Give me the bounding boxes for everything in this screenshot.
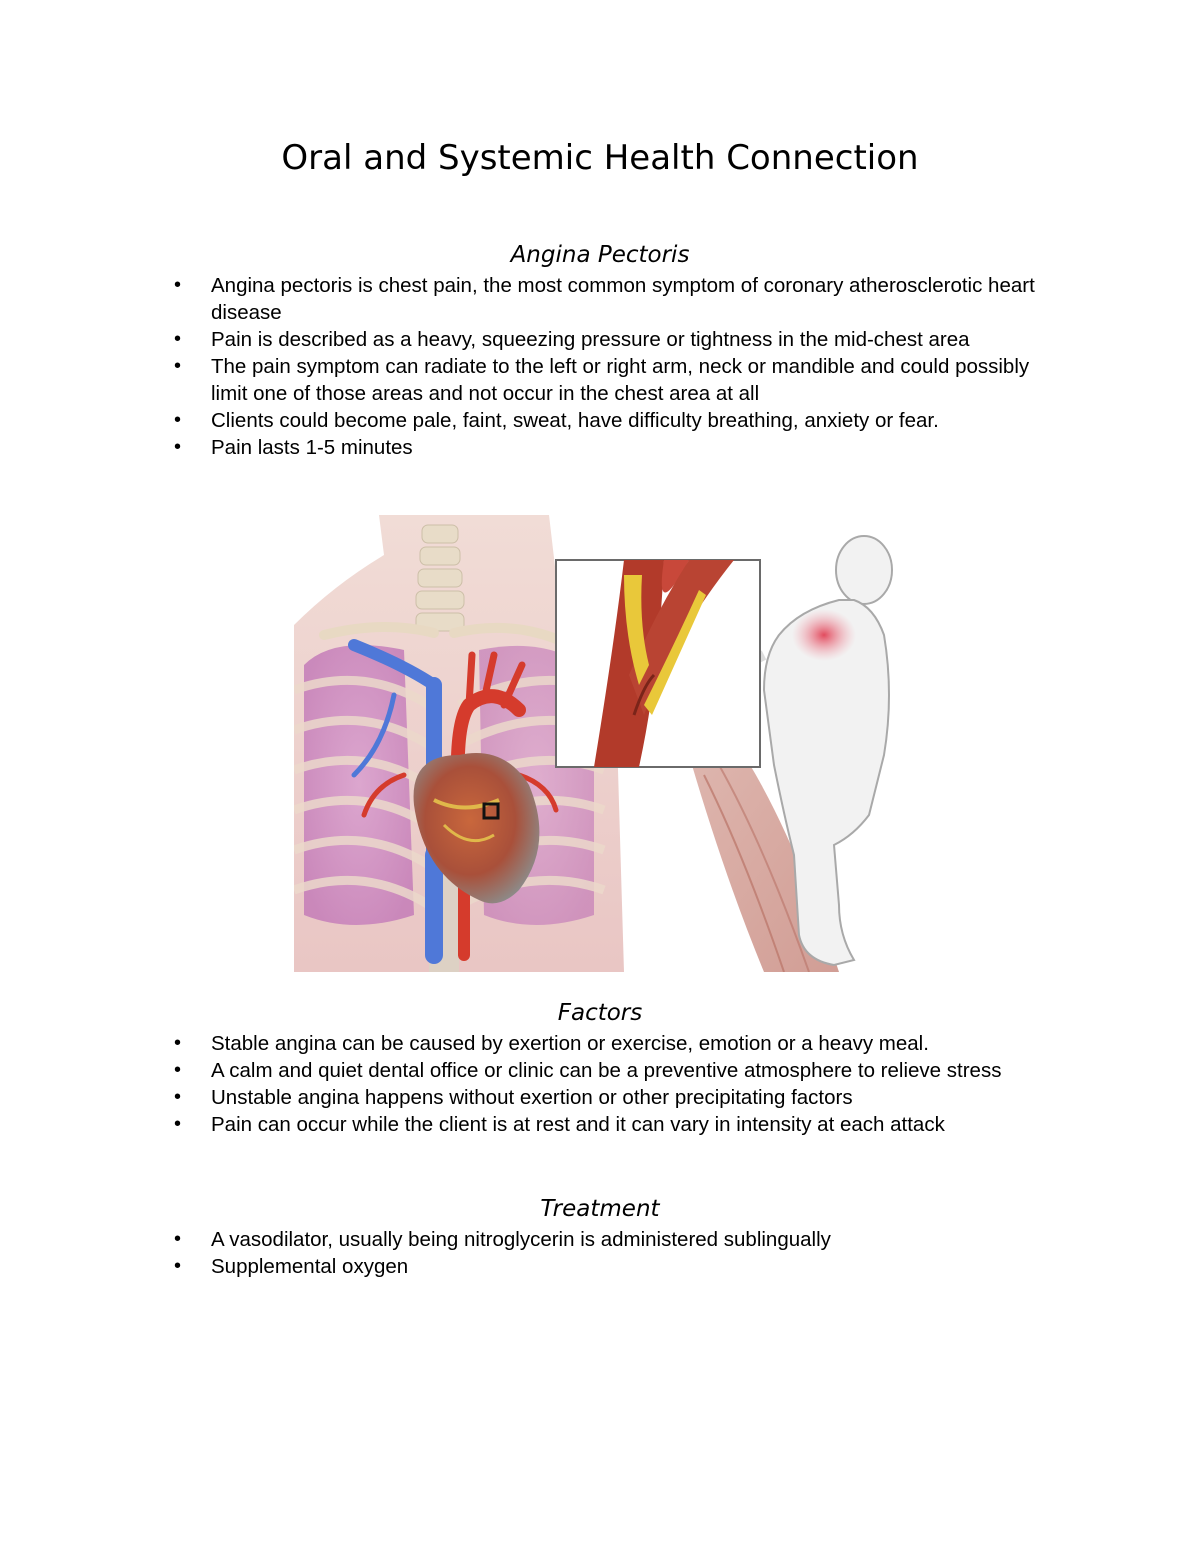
spine-shape bbox=[416, 525, 464, 631]
list-item: • A vasodilator, usually being nitroglycerin is administered sublingually bbox=[0, 1226, 1200, 1253]
factors-list bbox=[0, 1030, 1200, 1138]
list-item: • Pain can occur while the client is at rest and it can vary in intensity at each attack bbox=[0, 1111, 1200, 1138]
angina-illustration bbox=[294, 515, 894, 972]
angina-pectoris-list bbox=[0, 272, 1200, 461]
section-heading-angina-pectoris: Angina Pectoris bbox=[510, 242, 690, 268]
page-title: Oral and Systemic Health Connection bbox=[281, 138, 919, 178]
list-item: • A calm and quiet dental office or clinic can be a preventive atmosphere to relieve stress bbox=[0, 1057, 1200, 1084]
pain-glow-shape bbox=[792, 609, 856, 661]
list-item: • Stable angina can be caused by exertion or exercise, emotion or a heavy meal. bbox=[0, 1030, 1200, 1057]
list-item: • Pain lasts 1-5 minutes bbox=[0, 434, 1200, 461]
list-item: • The pain symptom can radiate to the left or right arm, neck or mandible and could possibly limit one of those areas and not occur in the chest area at all bbox=[0, 353, 1200, 407]
list-item: • Angina pectoris is chest pain, the most common symptom of coronary atherosclerotic heart disease bbox=[0, 272, 1200, 326]
treatment-list bbox=[0, 1226, 1200, 1280]
list-item: • Unstable angina happens without exertion or other precipitating factors bbox=[0, 1084, 1200, 1111]
section-heading-factors: Factors bbox=[557, 1000, 643, 1026]
section-heading-treatment: Treatment bbox=[540, 1196, 660, 1222]
list-item: • Pain is described as a heavy, squeezing pressure or tightness in the mid-chest area bbox=[0, 326, 1200, 353]
list-item: • Clients could become pale, faint, sweat, have difficulty breathing, anxiety or fear. bbox=[0, 407, 1200, 434]
list-item: • Supplemental oxygen bbox=[0, 1253, 1200, 1280]
artery-inset-shape bbox=[556, 560, 760, 767]
